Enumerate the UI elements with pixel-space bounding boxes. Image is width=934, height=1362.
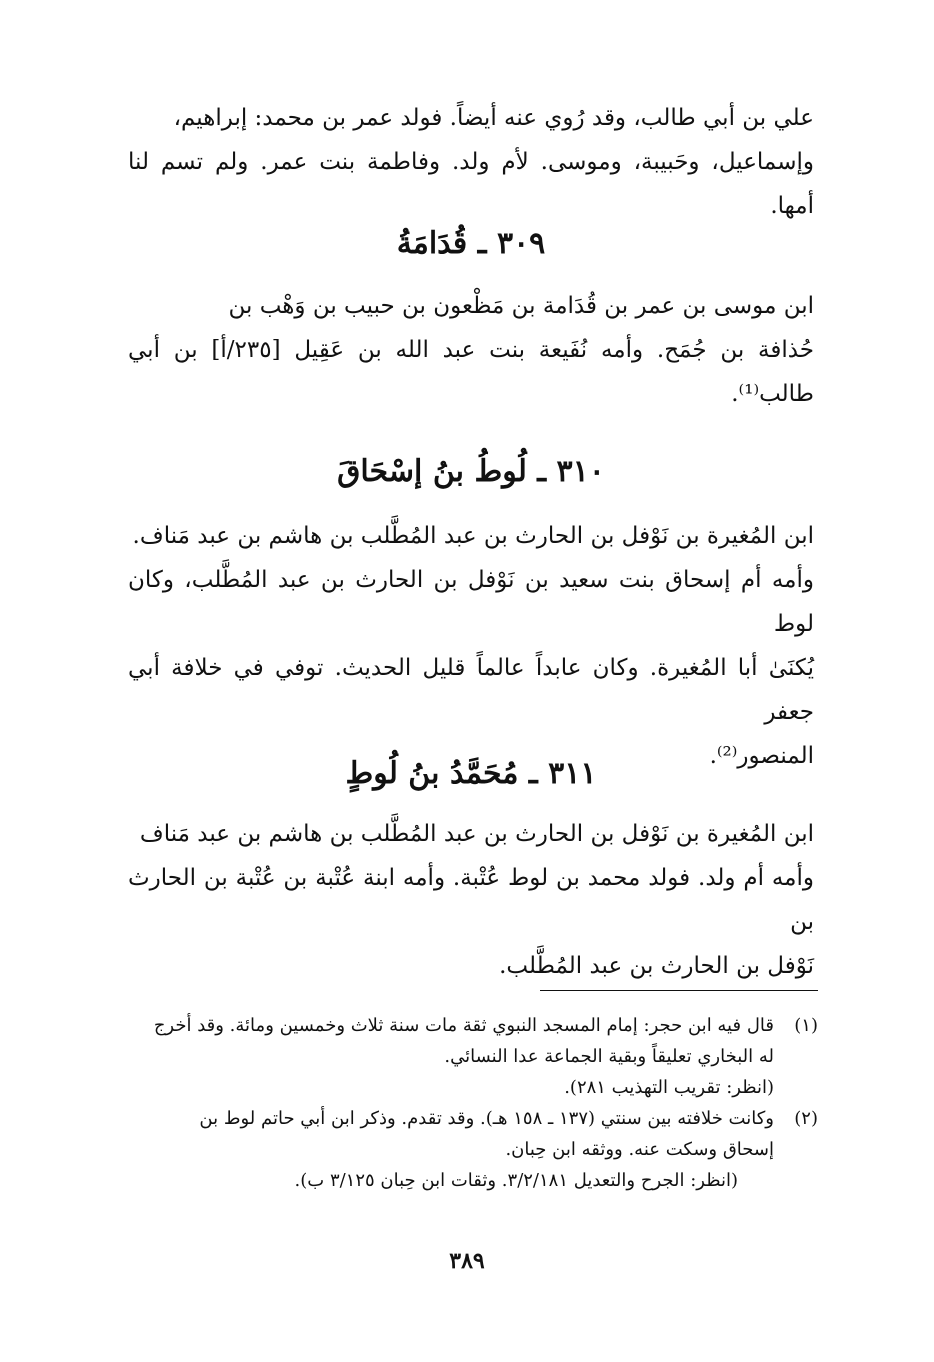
footnote-divider (540, 990, 818, 991)
footnote-marker: (٢) (794, 1108, 818, 1129)
text-line: وإسماعيل، وحَبيبة، وموسى. لأم ولد. وفاطمة بنت عمر. ولم تسم لنا أمها. (128, 149, 814, 219)
text-line: حُذافة بن جُمَح. وأمه نُفَيعة بنت عبد الله بن عَقِيل [٢٣٥/أ] بن أبي طالب⁽¹⁾. (128, 337, 815, 407)
footnote-line: إسحاق وسكت عنه. ووثقه ابن حِبان. (505, 1139, 774, 1160)
text-line: ابن موسى بن عمر بن قُدَامة بن مَظْعون بن حبيب بن وَهْب بن (228, 293, 814, 319)
footnote-text (128, 1103, 774, 1165)
text-line: يُكنَىٰ أبا المُغيرة. وكان عابداً عالماً قليل الحديث. توفي في خلافة أبي جعفر (128, 655, 814, 725)
page-number: ٣٨٩ (449, 1248, 485, 1274)
footnote-2 (128, 1103, 818, 1165)
text-line: وأمه أم إسحاق بنت سعيد بن نَوْفل بن الحارث بن عبد المُطَّلب، وكان لوط (128, 567, 814, 637)
footnote-1 (128, 1010, 818, 1072)
entry-paragraph-311 (128, 812, 814, 988)
text-line: علي بن أبي طالب، وقد رُوي عنه أيضاً. فولد عمر بن محمد: إبراهيم، (173, 105, 814, 131)
footnote-reference: (انظر: الجرح والتعديل ٣/٢/١٨١. وثقات ابن حِبان ٣/١٢٥ ب). (294, 1170, 738, 1191)
footnote-line: وكانت خلافته بين سنتي (١٣٧ ـ ١٥٨ هـ). وقد تقدم. وذكر ابن أبي حاتم لوط بن (199, 1108, 774, 1129)
entry-paragraph-310 (128, 514, 814, 778)
text-line: ابن المُغيرة بن نَوْفل بن الحارث بن عبد المُطَّلب بن هاشم بن عبد مَناف. (132, 523, 814, 549)
footnote-text (128, 1010, 774, 1072)
footnote-reference: (انظر: تقريب التهذيب ٢٨١). (564, 1077, 774, 1098)
entry-paragraph-309 (128, 284, 814, 416)
footnote-line: له البخاري تعليقاً وبقية الجماعة عدا النسائي. (444, 1046, 774, 1067)
text-line: نَوْفل بن الحارث بن عبد المُطَّلب. (499, 953, 814, 979)
intro-paragraph (128, 96, 814, 228)
footnote-marker: (١) (794, 1015, 818, 1036)
footnote-line: قال فيه ابن حجر: إمام المسجد النبوي ثقة مات سنة ثلاث وخمسين ومائة. وقد أخرج (153, 1015, 774, 1036)
entry-heading-311: ٣١١ ـ مُحَمَّدُ بنُ لُوطٍ (345, 756, 597, 791)
footnotes (128, 1010, 818, 1196)
text-line: ابن المُغيرة بن نَوْفل بن الحارث بن عبد المُطَّلب بن هاشم بن عبد مَناف (139, 821, 814, 847)
text-line: المنصور⁽²⁾. (709, 743, 814, 769)
entry-heading-310: ٣١٠ ـ لُوطُ بنُ إسْحَاقَ (337, 454, 605, 489)
entry-heading-309: ٣٠٩ ـ قُدَامَةُ (396, 226, 546, 261)
text-line: وأمه أم ولد. فولد محمد بن لوط عُتْبة. وأمه ابنة عُتْبة بن عُتْبة بن الحارث بن (128, 865, 814, 935)
